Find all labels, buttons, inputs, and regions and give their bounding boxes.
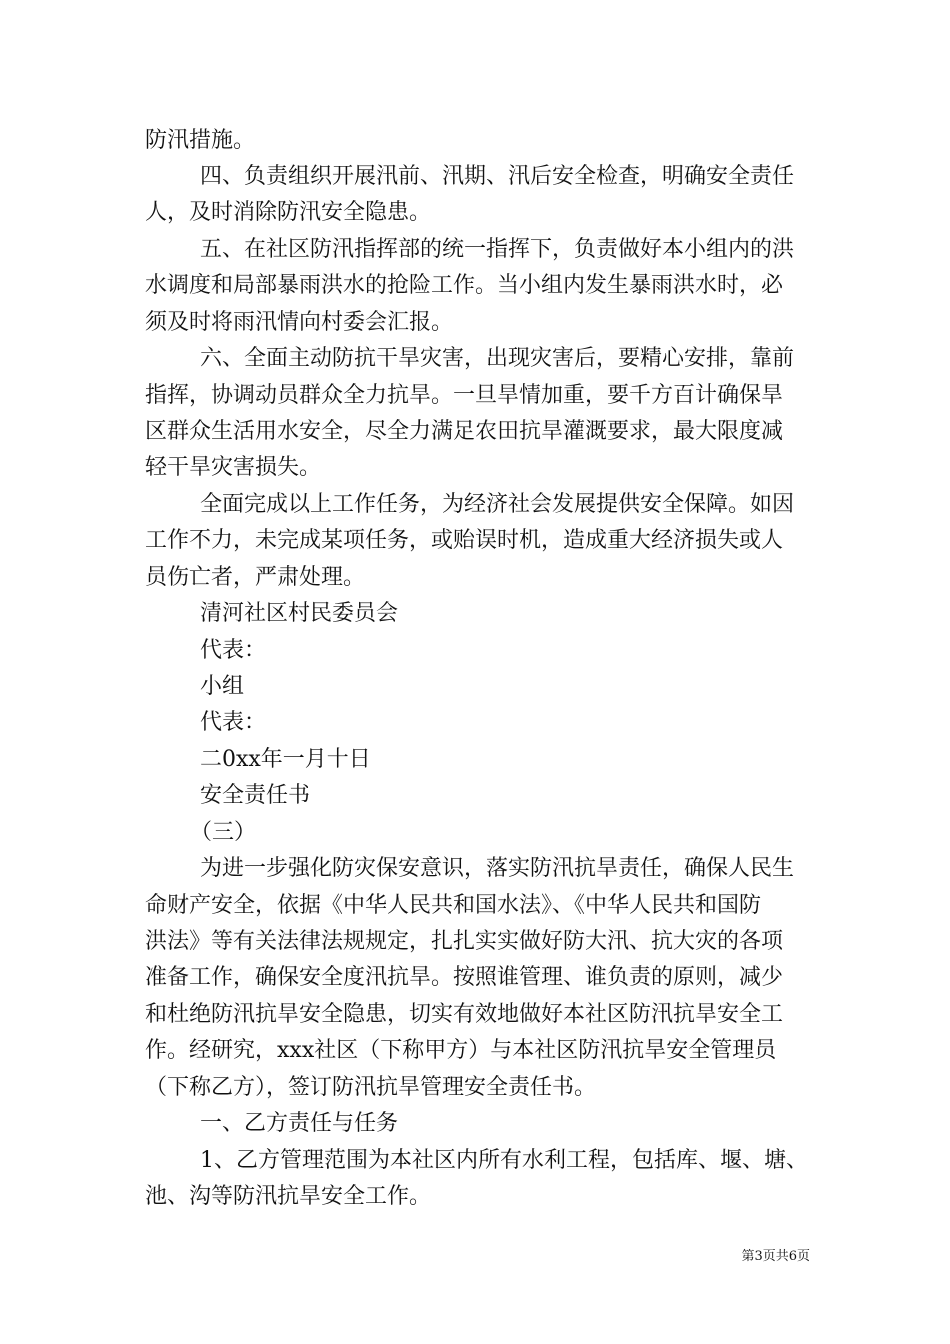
text-line: 工作不力，未完成某项任务，或贻误时机，造成重大经济损失或人 xyxy=(145,528,784,553)
text-line: 命财产安全，依据《中华人民共和国水法》、《中华人民共和国防 xyxy=(145,893,762,918)
text-line: 人，及时消除防汛安全隐患。 xyxy=(145,200,432,225)
text-line: 池、沟等防汛抗旱安全工作。 xyxy=(145,1184,432,1209)
signature-rep-label: 代表： xyxy=(200,710,267,735)
page-number: 第3页共6页 xyxy=(741,1249,810,1264)
signature-org: 清河社区村民委员会 xyxy=(200,601,399,626)
text-line: 准备工作，确保安全度汛抗旱。按照谁管理、谁负责的原则，减少 xyxy=(145,965,784,990)
text-line: 指挥，协调动员群众全力抗旱。一旦旱情加重，要千方百计确保旱 xyxy=(145,383,784,408)
text-line: 四、负责组织开展汛前、汛期、汛后安全检查，明确安全责任 xyxy=(200,164,795,189)
signature-date: 二0xx年一月十日 xyxy=(200,747,371,772)
signature-rep-label: 代表： xyxy=(200,638,267,663)
text-line: 区群众生活用水安全，尽全力满足农田抗旱灌溉要求，最大限度减 xyxy=(145,419,784,444)
text-line: 全面完成以上工作任务，为经济社会发展提供安全保障。如因 xyxy=(200,492,795,517)
text-line: 须及时将雨汛情向村委会汇报。 xyxy=(145,310,454,335)
text-line: 水调度和局部暴雨洪水的抢险工作。当小组内发生暴雨洪水时，必 xyxy=(145,273,784,298)
subsection-heading: 一、乙方责任与任务 xyxy=(200,1111,399,1136)
text-line: 1、乙方管理范围为本社区内所有水利工程，包括库、堰、塘、 xyxy=(200,1148,808,1173)
text-line: 为进一步强化防灾保安意识，落实防汛抗旱责任，确保人民生 xyxy=(200,856,795,881)
text-line: 六、全面主动防抗干旱灾害，出现灾害后，要精心安排，靠前 xyxy=(200,346,795,371)
text-line: 轻干旱灾害损失。 xyxy=(145,455,322,480)
text-line: 洪法》等有关法律法规规定，扎扎实实做好防大汛、抗大灾的各项 xyxy=(145,929,784,954)
text-line: 作。经研究，xxx社区（下称甲方）与本社区防汛抗旱安全管理员 xyxy=(145,1038,777,1063)
text-line: 员伤亡者，严肃处理。 xyxy=(145,565,366,590)
text-line: （下称乙方），签订防汛抗旱管理安全责任书。 xyxy=(145,1075,597,1100)
text-line: 防汛措施。 xyxy=(145,128,256,153)
section-title: 安全责任书 xyxy=(200,783,311,808)
text-line: 和杜绝防汛抗旱安全隐患，切实有效地做好本社区防汛抗旱安全工 xyxy=(145,1002,784,1027)
text-line: 五、在社区防汛指挥部的统一指挥下，负责做好本小组内的洪 xyxy=(200,237,795,262)
section-number: （三） xyxy=(190,820,257,845)
signature-group: 小组 xyxy=(200,674,245,699)
